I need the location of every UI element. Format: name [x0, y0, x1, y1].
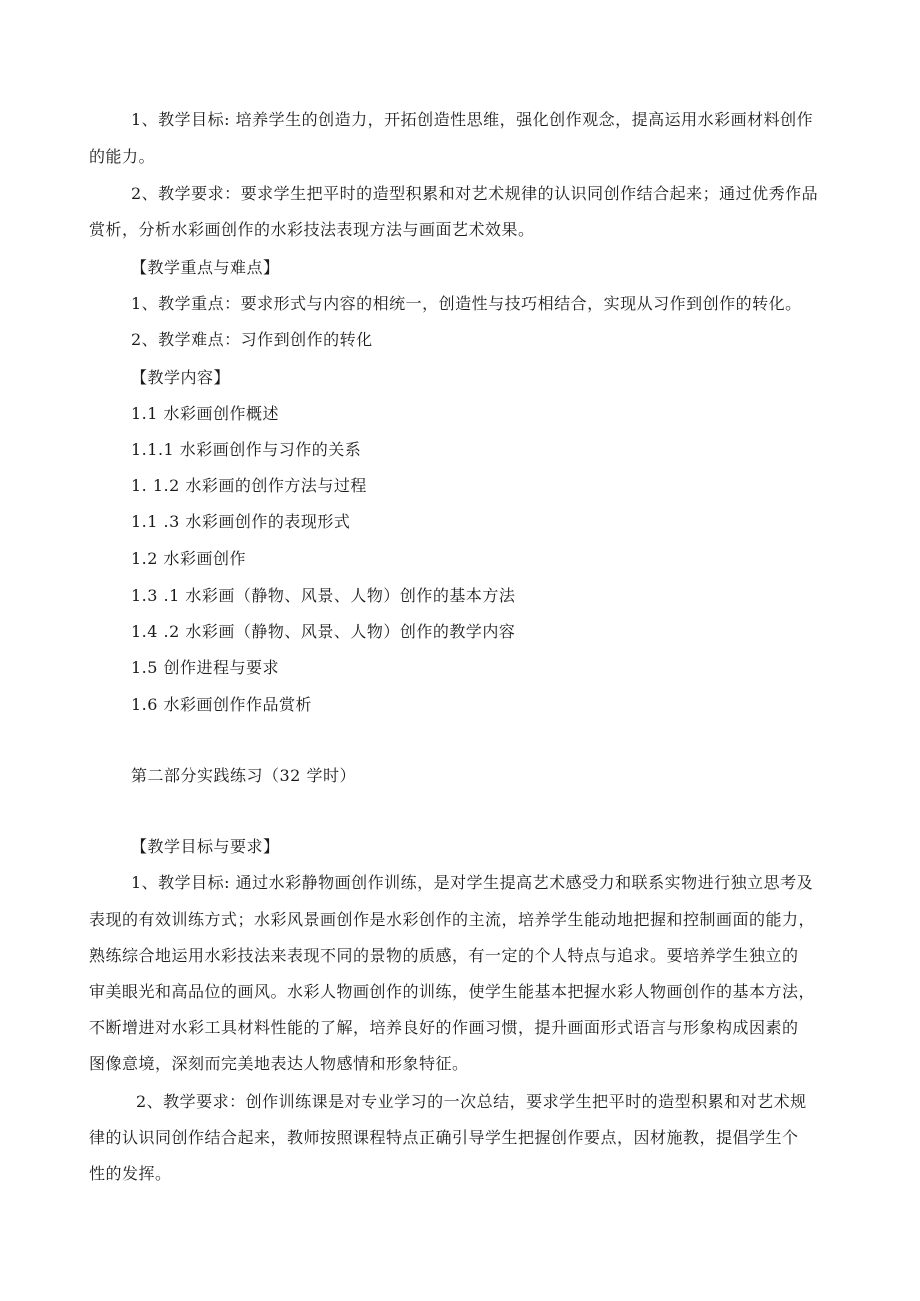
teaching-goal-line-1: 1、教学目标: 培养学生的创造力，开拓创造性思维，强化创作观念，提高运用水彩画材料创作: [131, 110, 814, 129]
content-item: 1.1.1 水彩画创作与习作的关系: [131, 440, 362, 459]
content-item: 1.3 .1 水彩画（静物、风景、人物）创作的基本方法: [131, 586, 516, 605]
focus-point-2: 2、教学难点：习作到创作的转化: [131, 330, 373, 349]
content-item: 1.1 .3 水彩画创作的表现形式: [131, 512, 351, 531]
part2-requirement-line: 2、教学要求：创作训练课是对专业学习的一次总结，要求学生把平时的造型积累和对艺术规: [136, 1092, 807, 1111]
part2-goal-line: 1、教学目标: 通过水彩静物画创作训练，是对学生提高艺术感受力和联系实物进行独立思考及: [131, 873, 814, 892]
part2-goal-line: 审美眼光和高品位的画风。水彩人物画创作的训练，使学生能基本把握水彩人物画创作的基本方法，: [89, 982, 816, 1001]
part2-goal-line: 熟练综合地运用水彩技法来表现不同的景物的质感，有一定的个人特点与追求。要培养学生独立的: [89, 946, 799, 965]
content-heading: 【教学内容】: [131, 368, 231, 387]
focus-heading: 【教学重点与难点】: [131, 258, 280, 277]
part2-title: 第二部分实践练习（32 学时）: [131, 766, 356, 785]
content-item: 1. 1.2 水彩画的创作方法与过程: [131, 476, 367, 495]
content-item: 1.5 创作进程与要求: [131, 658, 280, 677]
part2-requirement-line: 性的发挥。: [89, 1164, 172, 1183]
content-item: 1.2 水彩画创作: [131, 549, 247, 568]
part2-goal-line: 不断增进对水彩工具材料性能的了解，培养良好的作画习惯，提升画面形式语言与形象构成因素的: [89, 1018, 799, 1037]
teaching-requirement-line-2: 赏析，分析水彩画创作的水彩技法表现方法与画面艺术效果。: [89, 220, 535, 239]
teaching-requirement-line-1: 2、教学要求：要求学生把平时的造型积累和对艺术规律的认识同创作结合起来；通过优秀作品: [131, 184, 819, 203]
focus-point-1: 1、教学重点：要求形式与内容的相统一，创造性与技巧相结合，实现从习作到创作的转化。: [131, 294, 802, 313]
part2-requirement-line: 律的认识同创作结合起来，教师按照课程特点正确引导学生把握创作要点，因材施教，提倡学生个: [89, 1128, 799, 1147]
part2-heading: 【教学目标与要求】: [131, 837, 280, 856]
content-item: 1.6 水彩画创作作品赏析: [131, 695, 313, 714]
part2-goal-line: 图像意境，深刻而完美地表达人物感情和形象特征。: [89, 1054, 469, 1073]
part2-goal-line: 表现的有效训练方式；水彩风景画创作是水彩创作的主流，培养学生能动地把握和控制画面的能力，: [89, 910, 816, 929]
content-item: 1.1 水彩画创作概述: [131, 404, 280, 423]
teaching-goal-line-2: 的能力。: [89, 147, 156, 166]
content-item: 1.4 .2 水彩画（静物、风景、人物）创作的教学内容: [131, 622, 516, 641]
